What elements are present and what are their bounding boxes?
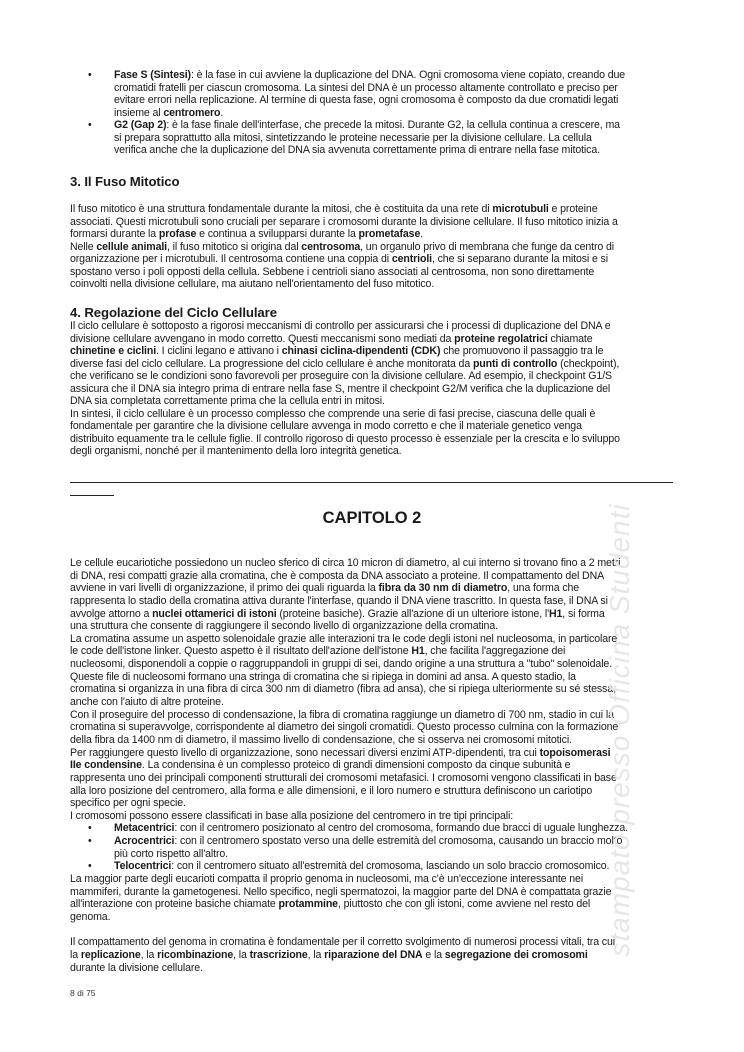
bold-term: chinasi ciclina-dipendenti (CDK) [281,345,441,357]
text-run: : con il centromero posizionato al centro del cromosoma, formando due bracci di uguale lunghezza. [174,822,628,835]
bold-term: trascrizione [249,948,308,961]
text-line [70,810,628,823]
text-run: anche con l'aiuto di altre proteine. [70,696,224,709]
bullet-icon: • [88,822,92,835]
bold-term: Acrocentrici [114,835,175,848]
bold-term: cellule animali [96,240,167,253]
text-run: chiamate [547,332,593,345]
text-line [70,358,620,371]
text-line [70,658,628,671]
text-run: nucleosomi, disponendoli a coppie o raggruppandoli in gruppi di sei, dando origine a una struttura a "tubo" solenoidale. [70,658,613,671]
text-run: DNA sia completata correttamente prima che la cellula entri in mitosi. [70,395,385,407]
text-run: , un organulo privo di membrana che funge da centro di [360,240,614,253]
text-line [70,278,618,291]
bold-term: centromero [163,106,221,119]
text-run: , che facilita l'aggregazione dei [424,645,566,658]
bold-term: centrosoma [301,240,361,253]
text-run: , il fuso mitotico si origina dal [167,240,302,253]
text-run: avviene in vari livelli di organizzazione, il primo dei quali riguarda la [70,582,379,595]
text-run: della fibra da 1400 nm di diametro, il massimo livello di condensazione, che si osserva nei cromosomi mitotici. [70,733,572,746]
text-line [70,582,628,595]
text-line [70,266,618,279]
paragraph-fuso-mitotico [70,203,618,291]
text-run: avvolge attorno a [70,607,153,620]
text-run: rappresenta lo stadio della cromatina attiva durante l'interfase, quando il DNA viene trascritto. In questa fase, il DNA si [70,594,608,607]
text-line [70,620,628,633]
bold-term: punti di controllo [472,357,558,370]
text-line [70,228,618,241]
text-line [70,144,625,157]
text-run: si prepara soprattutto alla mitosi, sintetizzando le proteine necessarie per la divisione cellulare. La cellula [114,131,592,144]
text-run: Nelle [70,240,97,253]
text-run: fondamentale per garantire che la divisione cellulare avvenga in modo corretto e che il materiale genetico venga [70,420,582,432]
bold-term: topoisomerasi [539,746,611,759]
text-run: . La condensina è un complesso proteico di grandi dimensioni composto da cinque subunità e [141,759,571,772]
separator-line-short [70,495,114,496]
chapter-body [70,557,628,974]
text-line [70,345,620,358]
bold-term: Metacentrici [114,822,175,835]
text-line [70,633,628,646]
text-line [70,797,628,810]
text-run: , la [307,948,325,961]
text-run: e continua a svilupparsi durante la [196,228,359,240]
bold-term: profase [158,228,197,240]
text-run: divisione cellulare avvengano in modo corretto. Questi meccanismi sono mediati da [70,332,455,345]
bold-term: Fase S (Sintesi) [114,69,191,81]
text-line [70,936,628,949]
text-run: assicura che il DNA sia integro prima di entrare nella fase S, mentre il checkpoint G2/M verifica che la duplicazione del [70,382,611,395]
text-run: (proteine basiche). Grazie all'azione di un ulteriore istone, l' [276,607,549,620]
watermark-text: stampato presso Officina Studenti [604,503,635,957]
text-run: coinvolti nella divisione cellulare, ma aiutano nell'orientamento del fuso mitotico. [70,278,435,290]
text-run: , che si separano durante la mitosi e si [431,253,608,265]
watermark [604,503,636,956]
text-run: spostano verso i poli opposti della cellula. Sebbene i centrioli siano associati al centrosoma, non sono direttamente [70,265,595,278]
bold-term: replicazione [80,948,141,961]
bold-term: G2 (Gap 2) [114,119,167,131]
text-line [70,216,618,229]
text-line [70,873,628,886]
text-line [70,683,628,696]
text-line [70,94,625,107]
text-run: . [220,106,224,119]
text-run: rappresenta uno dei principali componenti strutturali dei cromosomi metafasici. I cromosomi vengono classificati in base [70,771,617,784]
text-run: di DNA, resi compatti grazie alla cromatina, che è composta da DNA associato a proteine. Il compattamento del DNA [70,569,605,582]
text-run: La cromatina assume un aspetto solenoidale grazie alle interazioni tra le code degli istoni nel nucleosoma, in particolare [70,632,618,645]
text-run: organizzazione per i microtubuli. Il centrosoma contiene una coppia di [70,253,392,265]
text-line [70,253,618,266]
text-run: cromatidi fratelli per ciascun cromosoma. La sintesi del DNA è un processo altamente controllato e preciso per [114,81,618,94]
text-run: degli organismi, nonché per il mantenimento della loro integrità genetica. [70,445,402,457]
text-run: insieme al [114,106,164,119]
text-run: formarsi durante la [70,228,159,240]
bullet-item [70,835,628,848]
text-line [70,420,620,433]
section-heading-fuso-mitotico: 3. Il Fuso Mitotico [70,174,180,189]
text-line [70,595,628,608]
text-run: . I ciclini legano e attivano i [156,345,282,357]
text-run: cromatina si superavvolge, corrispondente al diametro dei singoli cromatidi. Questo processo culmina con la formazione [70,721,619,734]
text-line [70,671,628,684]
bullet-icon: • [88,69,92,81]
text-run: , si forma [562,607,605,620]
bold-term: centrioli [391,253,432,265]
text-line [70,383,620,396]
text-run: , piuttosto che con gli istoni, come avviene nel resto del [337,898,591,911]
text-run: : con il centromero situato all'estremità del cromosoma, lasciando un solo braccio cromosomico. [171,860,610,873]
text-line [70,107,625,120]
bold-term: chinetine e ciclini [70,345,157,357]
text-line [70,772,628,785]
text-run: (checkpoint), [557,357,620,370]
text-line [70,132,625,145]
bold-term: protammine [278,898,338,911]
bold-term: H1 [548,607,563,620]
text-run: e proteine [548,203,598,215]
text-line [70,570,628,583]
text-run: alla loro posizione del centromero, alla forma e alle dimensioni, e il loro numero e struttura definiscono un cariotipo [70,784,593,797]
text-run: più corto rispetto all'altro. [114,847,228,860]
text-run: all'interazione con proteine basiche chiamate [70,898,279,911]
text-line [70,759,628,772]
bold-term: nuclei ottamerici di istoni [152,607,277,620]
text-run: una struttura che consente di raggiungere il secondo livello di organizzazione della cromatina. [70,620,498,633]
text-line [70,445,620,458]
text-run: , la [233,948,250,961]
bold-term: segregazione dei cromosomi [444,948,588,961]
text-line [70,203,618,216]
text-line [70,886,628,899]
text-run: , la [140,948,158,961]
text-line [70,370,620,383]
text-line [70,433,620,446]
text-run: . [420,228,424,240]
text-run: durante la divisione cellulare. [70,961,203,974]
text-line [70,320,620,333]
text-line [70,962,628,975]
text-run: e la [422,948,445,961]
text-line [70,709,628,722]
text-run: Le cellule eucariotiche possiedono un nucleo sferico di circa 10 micron di diametro, al cui interno si trovano fino a 2 metri [70,557,621,569]
text-run: Per raggiungere questo livello di organizzazione, sono necessari diversi enzimi ATP-dipendenti, tra cui [70,746,540,759]
text-run: la [70,948,81,961]
text-run: evitare errori nella replicazione. Al termine di questa fase, ogni cromosoma è composto da due cromatidi legati [114,94,619,106]
text-run: specifico per ogni specie. [70,797,186,810]
text-run: genoma. [70,910,111,923]
bullet-list-phases [70,69,625,157]
section-heading-regolazione: 4. Regolazione del Ciclo Cellulare [70,305,277,320]
bold-term: riparazione del DNA [324,948,423,961]
text-line [70,608,628,621]
text-run: diverse fasi del ciclo cellulare. La progressione del ciclo cellulare è anche monitorata da [70,357,473,370]
text-line [70,696,628,709]
bullet-item [70,860,628,873]
bullet-icon: • [88,860,92,873]
text-line [70,747,628,760]
text-run: Il ciclo cellulare è sottoposto a rigorosi meccanismi di controllo per assicurarsi che i processi di duplicazione del DNA e [70,320,611,332]
text-line [70,408,620,421]
text-run: : è la fase finale dell'interfase, che precede la mitosi. Durante G2, la cellula continua a crescere, ma [166,119,620,131]
text-run: , una forma che [507,582,580,595]
text-run: Il fuso mitotico è una struttura fondamentale durante la mitosi, che è costituita da una rete di [70,203,493,215]
text-line [70,333,620,346]
text-run: mammiferi, durante la gametogenesi. Nello specifico, negli spermatozoi, la maggior parte del DNA è compattata grazie [70,885,612,898]
bold-term: Telocentrici [114,860,172,873]
chapter-title: CAPITOLO 2 [322,509,422,527]
text-line [70,949,628,962]
text-line [70,734,628,747]
text-line [70,82,625,95]
bold-term: prometafase [358,228,421,240]
text-run: le code dell'istone linker. Questo aspetto è il risultato dell'azione dell'istone [70,645,412,658]
text-line [70,848,628,861]
text-run: cromatina si organizza in una fibra di circa 300 nm di diametro (fibra ad ansa), che si ripiega ulteriormente su sé stessa, [70,683,616,696]
text-run: distribuito equamente tra le cellule figlie. Il controllo rigoroso di questo processo è essenziale per la crescita e lo sviluppo [70,432,620,445]
text-line [70,395,620,408]
bold-term: fibra da 30 nm di diametro [378,582,508,595]
bullet-item [70,69,625,82]
text-line [70,241,618,254]
text-line [70,785,628,798]
text-run: che verificano se le condizioni sono favorevoli per proseguire con la divisione cellulare. Ad esempio, il checkpoint G1/S [70,370,612,382]
text-line [70,911,628,924]
text-line [70,557,628,570]
text-run: La maggior parte degli eucarioti compatta il proprio genoma in nucleosomi, ma c'è un'eccezione interessante nei [70,873,584,886]
text-run: In sintesi, il ciclo cellulare è un processo complesso che comprende una serie di fasi precise, ciascuna delle quali è [70,407,596,420]
text-run: verifica anche che la duplicazione del DNA sia avvenuta correttamente prima di entrare nella fase mitotica. [114,144,600,156]
text-run: che promuovono il passaggio tra le [440,345,604,357]
bullet-icon: • [88,119,92,131]
bullet-item [70,119,625,132]
bold-term: IIe condensine [70,759,142,772]
text-run: associati. Questi microtubuli sono cruciali per separare i cromosomi durante la divisione cellulare. Il fuso mitotico inizia a [70,215,618,228]
bold-term: H1 [411,645,425,658]
text-run: : con il centromero spostato verso una delle estremità del cromosoma, causando un braccio molto [174,835,623,848]
page-number: 8 di 75 [70,988,96,998]
text-run: Il compattamento del genoma in cromatina è fondamentale per il corretto svolgimento di numerosi processi vitali, tra cui [70,936,615,949]
bullet-icon: • [88,835,92,848]
paragraph-regolazione [70,320,620,458]
text-line [70,721,628,734]
text-run: Con il proseguire del processo di condensazione, la fibra di cromatina raggiunge un diametro di 700 nm, stadio in cui la [70,708,614,721]
bullet-item [70,822,628,835]
text-run: Queste file di nucleosomi formano una stringa di cromatina che si ripiega in domini ad ansa. A questo stadio, la [70,670,576,683]
text-line [70,645,628,658]
bold-term: microtubuli [492,203,549,215]
text-line [70,924,628,937]
bold-term: ricombinazione [157,948,234,961]
text-run: I cromosomi possono essere classificati in base alla posizione del centromero in tre tipi principali: [70,809,514,822]
text-run: : è la fase in cui avviene la duplicazione del DNA. Ogni cromosoma viene copiato, creando due [190,69,626,81]
bold-term: proteine regolatrici [454,332,548,345]
separator-line [70,482,673,483]
text-line [70,898,628,911]
